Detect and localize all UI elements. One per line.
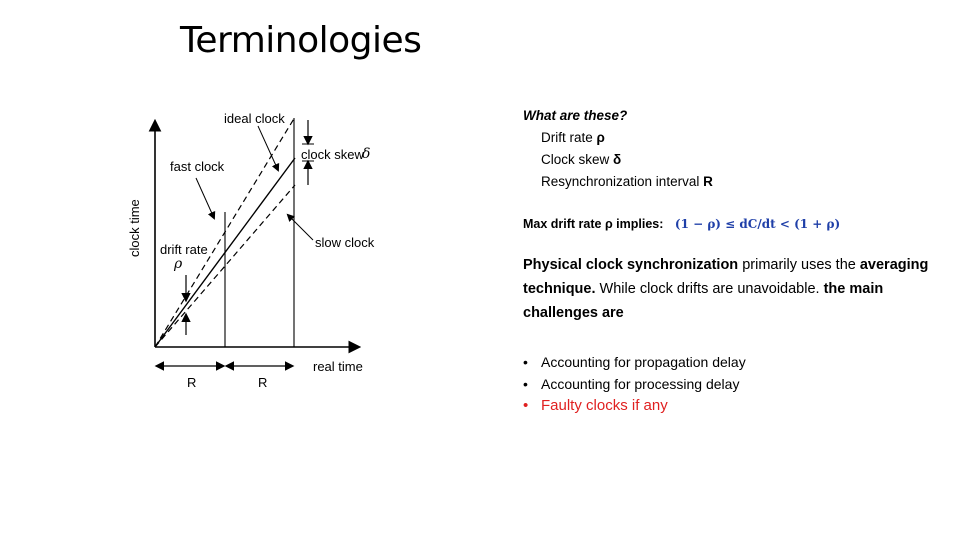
- slow-clock-pointer: [288, 215, 313, 240]
- sync-paragraph: Physical clock synchronization primarily uses the averaging technique. While clock drifts are unavoidable. the main challenges are: [523, 257, 929, 321]
- max-drift-label: Max drift rate ρ implies:: [523, 217, 664, 231]
- term-item-resync-interval: Resynchronization interval R: [541, 174, 713, 189]
- clock-time-axis-label: clock time: [127, 199, 142, 257]
- clock-drift-diagram: [127, 100, 390, 400]
- drift-formula: (1 − ρ) ≤ dC/dt < (1 + ρ): [674, 217, 841, 231]
- slide-title: Terminologies: [180, 20, 422, 61]
- fast-clock-pointer: [196, 178, 214, 218]
- delta-symbol: δ: [362, 146, 371, 162]
- term-item-drift-rate: Drift rate ρ: [541, 130, 605, 145]
- clock-skew-label: clock skew: [301, 147, 364, 162]
- real-time-axis-label: real time: [313, 359, 363, 374]
- ideal-clock-pointer: [258, 126, 278, 170]
- fast-clock-label: fast clock: [170, 159, 225, 174]
- rho-symbol: ρ: [174, 256, 183, 272]
- question-heading: What are these?: [523, 108, 628, 123]
- list-item: • Accounting for propagation delay: [523, 354, 746, 370]
- list-item: • Accounting for processing delay: [523, 376, 740, 392]
- r-interval-label-1: R: [187, 375, 197, 390]
- max-drift-line: [523, 217, 943, 231]
- slow-clock-label: slow clock: [315, 235, 375, 250]
- term-item-clock-skew: Clock skew δ: [541, 152, 622, 167]
- list-item-highlighted: • Faulty clocks if any: [523, 397, 668, 414]
- drift-rate-label: drift rate: [160, 242, 208, 257]
- ideal-clock-label: ideal clock: [224, 111, 285, 126]
- challenge-list: [523, 351, 943, 417]
- r-interval-label-2: R: [258, 375, 268, 390]
- explanation-panel: [523, 108, 943, 417]
